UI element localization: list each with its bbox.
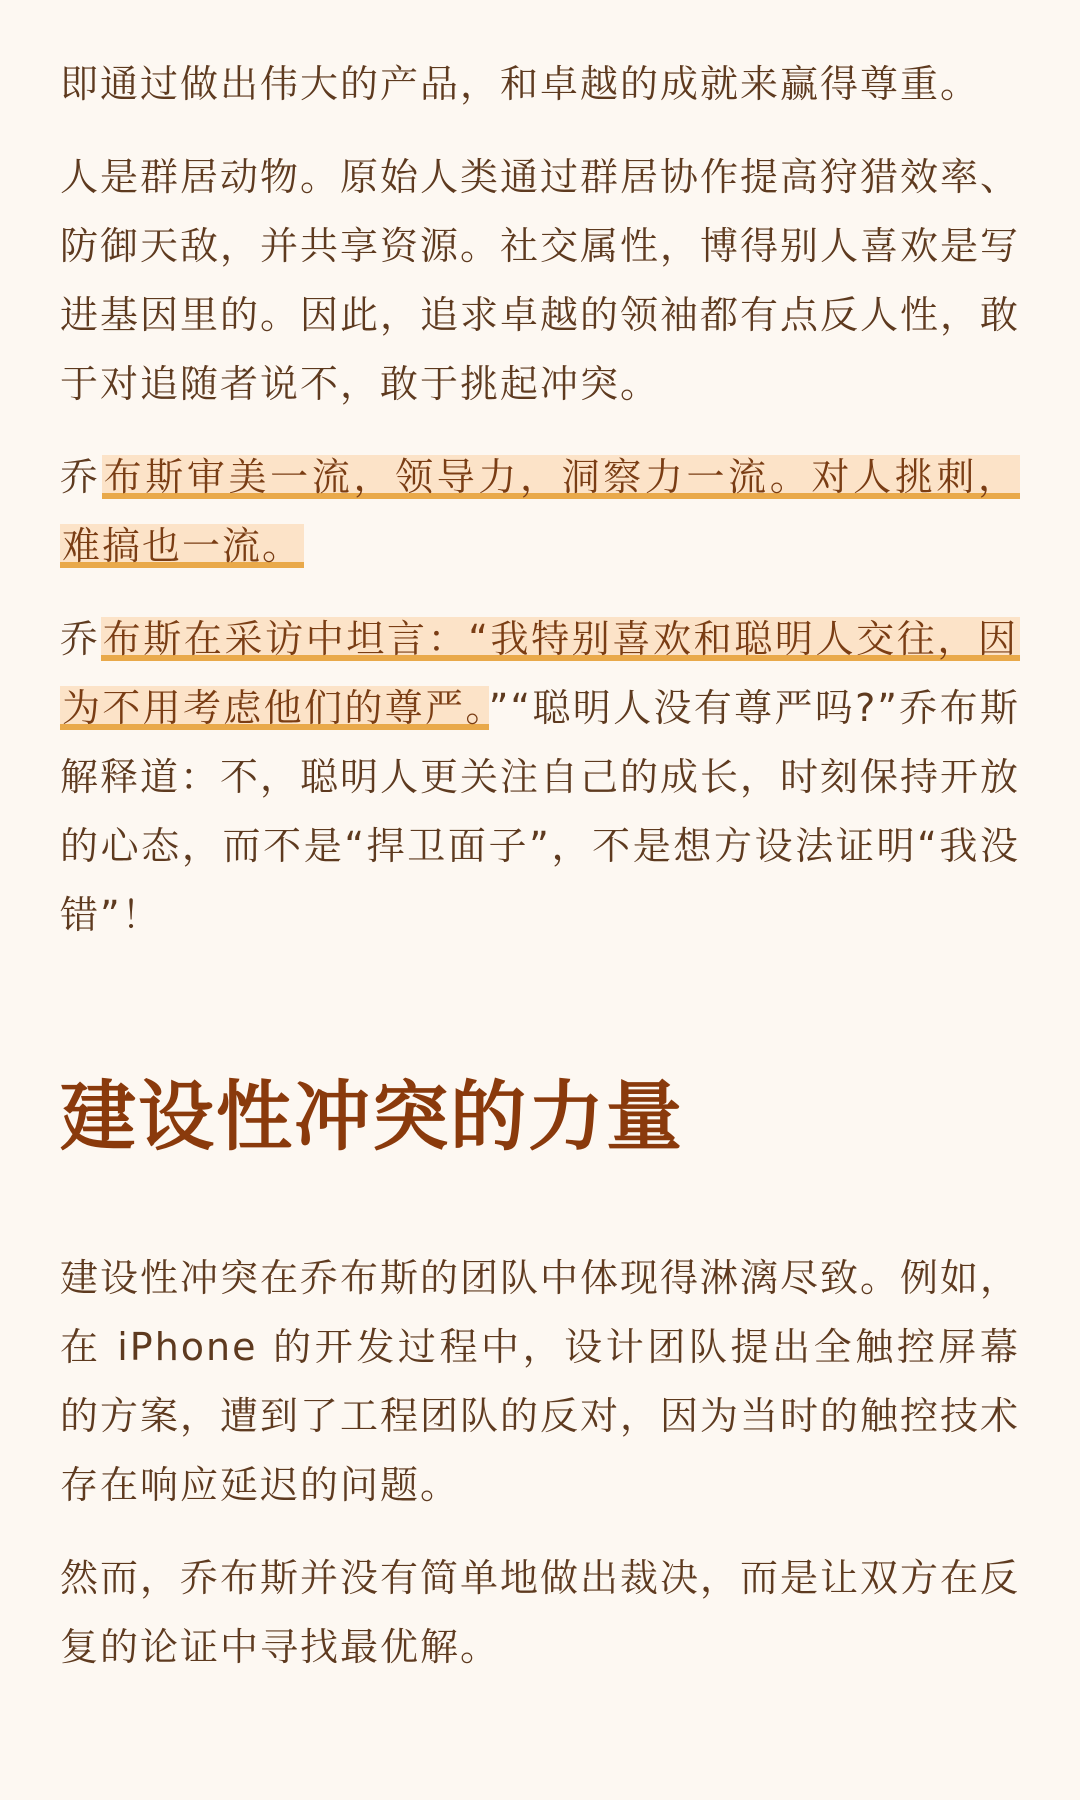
paragraph-prefix: 乔 (60, 455, 102, 499)
paragraph-respect: 即通过做出伟大的产品，和卓越的成就来赢得尊重。 (60, 62, 981, 106)
paragraph-prefix: 乔 (60, 617, 101, 661)
highlighted-quote: 布斯在采访中坦言：“我特别喜欢和聪明人交往，因为不用考虑他们的尊严。 (62, 617, 1018, 730)
paragraph-jobs-interview (60, 605, 1020, 950)
paragraph-text: ”“聪明人没有尊严吗?”乔布斯解释道：不，聪明人更关注自己的成长，时刻保持开放的心态，而不是“捍卫面子”，不是想方设法证明“我没错”！ (60, 686, 1021, 937)
section-title: 建设性冲突的力量 (60, 1072, 684, 1161)
highlighted-text: 布斯审美一流，领导力，洞察力一流。对人挑刺，难搞也一流。 (62, 455, 1018, 568)
paragraph-iphone-example: 建设性冲突在乔布斯的团队中体现得淋漓尽致。例如，在 iPhone 的开发过程中，设计团队提出全触控屏幕的方案，遭到了工程团队的反对，因为当时的触控技术存在响应延迟的问题。 (60, 1256, 1021, 1507)
paragraph-jobs-decision: 然而，乔布斯并没有简单地做出裁决，而是让双方在反复的论证中寻找最优解。 (60, 1556, 1021, 1669)
paragraph-jobs-traits (60, 443, 1020, 581)
paragraph-social-nature: 人是群居动物。原始人类通过群居协作提高狩猎效率、防御天敌，并共享资源。社交属性，博得别人喜欢是写进基因里的。因此，追求卓越的领袖都有点反人性，敢于对追随者说不，敢于挑起冲突。 (60, 155, 1021, 406)
